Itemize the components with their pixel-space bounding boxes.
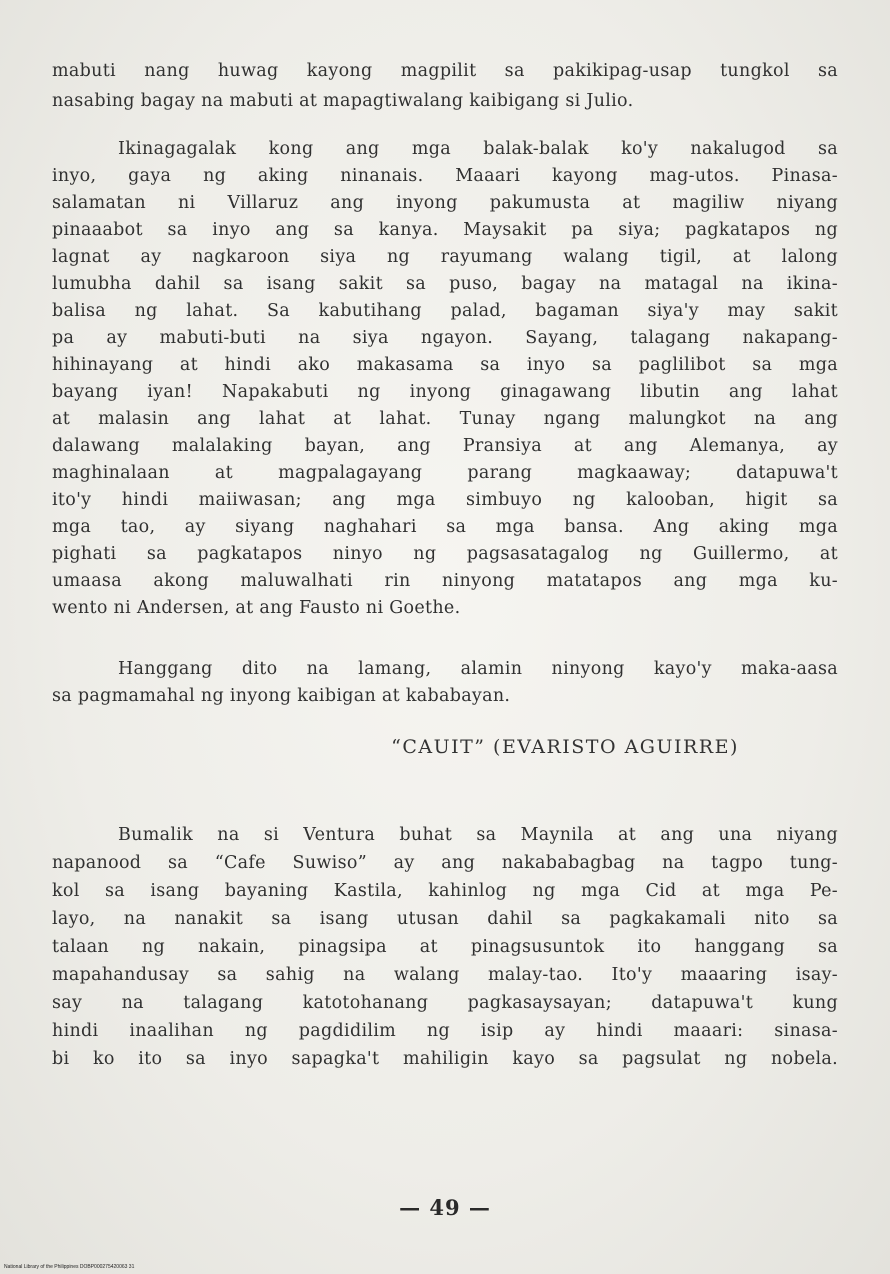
text-line: inyo, gaya ng aking ninanais. Maaari kayong mag-utos. Pinasa-: [52, 166, 838, 186]
text-line: hihinayang at hindi ako makasama sa inyo sa paglilibot sa mga: [52, 355, 838, 375]
page-number: — 49 —: [399, 1195, 491, 1220]
text-line: salamatan ni Villaruz ang inyong pakumusta at magiliw niyang: [52, 193, 838, 213]
text-line: napanood sa “Cafe Suwiso” ay ang nakababagbag na tagpo tung-: [52, 853, 838, 873]
text-line: umaasa akong maluwalhati rin ninyong matatapos ang mga ku-: [52, 571, 838, 591]
text-line: Hanggang dito na lamang, alamin ninyong kayo'y maka-aasa: [118, 659, 838, 679]
text-line: hindi inaalihan ng pagdidilim ng isip ay hindi maaari: sinasa-: [52, 1021, 838, 1041]
text-line: mabuti nang huwag kayong magpilit sa pakikipag-usap tungkol sa: [52, 61, 838, 81]
text-line: at malasin ang lahat at lahat. Tunay ngang malungkot na ang: [52, 409, 838, 429]
text-line: maghinalaan at magpalagayang parang magkaaway; datapuwa't: [52, 463, 838, 483]
text-line: balisa ng lahat. Sa kabutihang palad, bagaman siya'y may sakit: [52, 301, 838, 321]
text-line: mapahandusay sa sahig na walang malay-tao. Ito'y maaaring isay-: [52, 965, 838, 985]
text-line: ito'y hindi maiiwasan; ang mga simbuyo ng kalooban, higit sa: [52, 490, 838, 510]
text-line: bayang iyan! Napakabuti ng inyong ginagawang libutin ang lahat: [52, 382, 838, 402]
text-line: mga tao, ay siyang naghahari sa mga bansa. Ang aking mga: [52, 517, 838, 537]
text-line: pinaaabot sa inyo ang sa kanya. Maysakit pa siya; pagkatapos ng: [52, 220, 838, 240]
text-line: pa ay mabuti-buti na siya ngayon. Sayang, talagang nakapang-: [52, 328, 838, 348]
text-line: wento ni Andersen, at ang Fausto ni Goethe.: [52, 598, 461, 618]
text-line: Bumalik na si Ventura buhat sa Maynila at ang una niyang: [118, 825, 838, 845]
text-line: say na talagang katotohanang pagkasaysayan; datapuwa't kung: [52, 993, 838, 1013]
text-line: Ikinagagalak kong ang mga balak-balak ko'y nakalugod sa: [118, 139, 838, 159]
text-line: layo, na nanakit sa isang utusan dahil sa pagkakamali nito sa: [52, 909, 838, 929]
text-line: sa pagmamahal ng inyong kaibigan at kababayan.: [52, 686, 511, 706]
text-line: nasabing bagay na mabuti at mapagtiwalang kaibigang si Julio.: [52, 91, 634, 111]
text-line: lumubha dahil sa isang sakit sa puso, bagay na matagal na ikina-: [52, 274, 838, 294]
text-line: kol sa isang bayaning Kastila, kahinlog ng mga Cid at mga Pe-: [52, 881, 838, 901]
text-line: pighati sa pagkatapos ninyo ng pagsasatagalog ng Guillermo, at: [52, 544, 838, 564]
text-line: bi ko ito sa inyo sapagka't mahiligin kayo sa pagsulat ng nobela.: [52, 1049, 838, 1069]
text-line: talaan ng nakain, pinagsipa at pinagsusuntok ito hanggang sa: [52, 937, 838, 957]
scan-credit: National Library of the Philippines DOBP000275420063 31: [4, 1264, 135, 1270]
text-line: dalawang malalaking bayan, ang Pransiya at ang Alemanya, ay: [52, 436, 838, 456]
text-line: lagnat ay nagkaroon siya ng rayumang walang tigil, at lalong: [52, 247, 838, 267]
signature-heading: “CAUIT” (EVARISTO AGUIRRE): [391, 736, 739, 758]
